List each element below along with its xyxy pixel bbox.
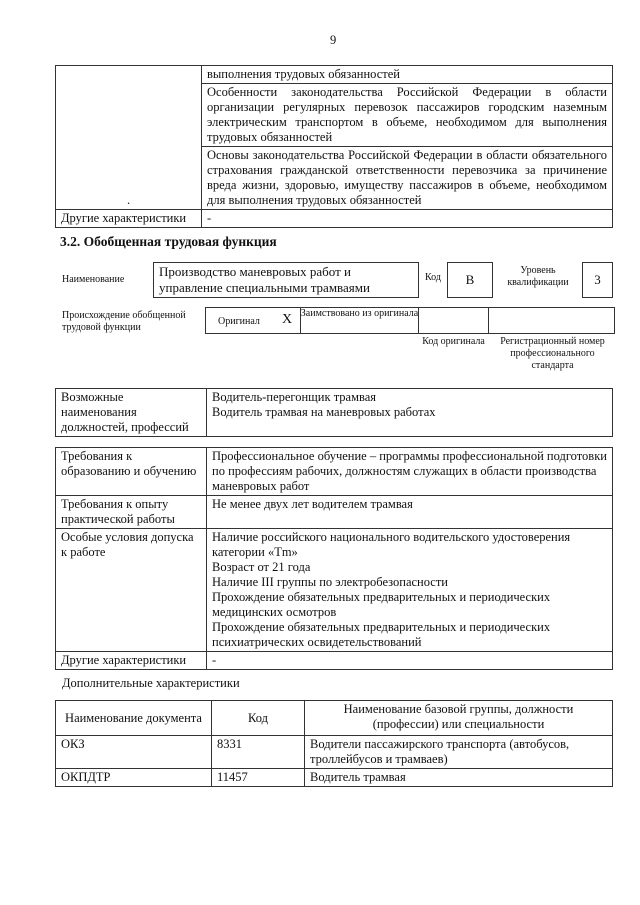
cell: Водители пассажирского транспорта (автобусов, троллейбусов и трамваев): [305, 736, 613, 769]
name-item: Водитель-перегонщик трамвая: [212, 390, 377, 404]
section-heading: 3.2. Обобщенная трудовая функция: [60, 234, 277, 249]
original-mark: X: [282, 312, 293, 327]
req-value: -: [207, 652, 613, 670]
cell: 11457: [212, 769, 305, 787]
req-value: Не менее двух лет водителем трамвая: [207, 496, 613, 529]
other-label: Другие характеристики: [56, 210, 202, 228]
req-value: Возраст от 21 года: [212, 560, 311, 574]
table-row: [56, 769, 613, 787]
cell: ОКПДТР: [56, 769, 212, 787]
name-value: Производство маневровых работ и управление специальными трамваями: [153, 262, 419, 298]
names-label: Возможные наименования должностей, профессий: [56, 389, 207, 437]
knowledge-table: [55, 65, 613, 228]
req-values: [207, 529, 613, 652]
column-header: Наименование базовой группы, должности (профессии) или специальности: [305, 701, 613, 736]
other-value: -: [202, 210, 613, 228]
column-header: Наименование документа: [56, 701, 212, 736]
code-original-label: Код оригинала: [422, 336, 485, 347]
page-number: 9: [330, 33, 337, 47]
code-value: B: [447, 262, 493, 298]
knowledge-row: выполнения трудовых обязанностей: [202, 66, 613, 84]
req-label: Особые условия допуска к работе: [56, 529, 207, 652]
knowledge-row: Особенности законодательства Российской Федерации в области организации регулярных перевозок пассажиров городским наземным электрическим транспортом в объеме, необходимом для выполнения трудовых обязанностей: [202, 84, 613, 147]
req-label: Требования к опыту практической работы: [56, 496, 207, 529]
name-item: Водитель трамвая на маневровых работах: [212, 405, 436, 419]
cell: Водитель трамвая: [305, 769, 613, 787]
level-value: 3: [582, 262, 613, 298]
level-label: Уровень квалификации: [507, 265, 569, 288]
requirements-table: [55, 447, 613, 670]
cell: 8331: [212, 736, 305, 769]
dot-mark: .: [56, 66, 202, 210]
code-original-cell: [418, 307, 489, 334]
origin-label: Происхождение обобщенной трудовой функции: [62, 310, 186, 333]
original-label: Оригинал: [218, 316, 260, 327]
additional-heading: Дополнительные характеристики: [62, 676, 240, 690]
names-table: [55, 388, 613, 437]
req-value: Наличие российского национального водительского удостоверения категории «Tm»: [212, 530, 571, 559]
req-value: Наличие III группы по электробезопасности: [212, 575, 448, 589]
cell: ОКЗ: [56, 736, 212, 769]
req-value: Профессиональное обучение – программы профессиональной подготовки по профессиям рабочих, должностям служащих в области производства маневровых работ: [207, 448, 613, 496]
additional-table: [55, 700, 613, 787]
req-value: Прохождение обязательных предварительных и периодических медицинских осмотров: [212, 590, 551, 619]
code-label: Код: [425, 272, 441, 283]
name-label: Наименование: [62, 274, 125, 285]
req-value: Прохождение обязательных предварительных и периодических психиатрических освидетельствований: [212, 620, 551, 649]
borrowed-label: Заимствовано из оригинала: [300, 308, 419, 319]
req-label: Другие характеристики: [56, 652, 207, 670]
req-label: Требования к образованию и обучению: [56, 448, 207, 496]
reg-number-label: Регистрационный номер профессионального стандарта: [500, 336, 605, 371]
column-header: Код: [212, 701, 305, 736]
knowledge-row: Основы законодательства Российской Федерации в области обязательного страхования гражданской ответственности перевозчика за причинение вреда жизни, здоровью, имуществу пассажиров в объеме, необходимом для выполнения трудовых обязанностей: [202, 147, 613, 210]
table-row: [56, 736, 613, 769]
